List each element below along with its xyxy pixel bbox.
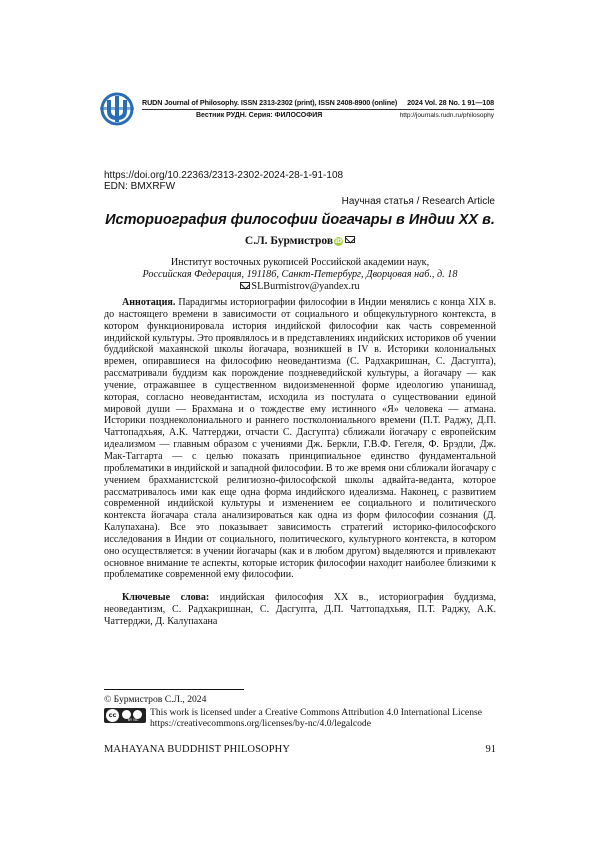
journal-url[interactable]: http://journals.rudn.ru/philosophy: [399, 112, 494, 119]
email-icon: [240, 282, 250, 289]
author-name: С.Л. Бурмистров: [244, 235, 334, 247]
affiliation-email-line: [0, 281, 600, 292]
journal-title-ru: Вестник РУДН. Серия: ФИЛОСОФИЯ: [196, 112, 323, 119]
journal-issn: RUDN Journal of Philosophy. ISSN 2313-2302 (print), ISSN 2408-8900 (online): [142, 98, 398, 107]
journal-subheader: [196, 112, 494, 119]
keywords: [104, 592, 496, 628]
license-text: This work is licensed under a Creative Commons Attribution 4.0 International License: [150, 707, 482, 718]
article-title: Историография философии йогачары в Индии XX в.: [105, 212, 495, 228]
abstract: [104, 297, 496, 581]
keywords-text: индийская философия XX в., историография буддизма, неоведантизм, С. Радхакришнан, С. Дасгупта, Д.П. Чаттопадхьяя, П.Т. Раджу, А.К. Чаттерджи, Д. Калупахана: [104, 592, 496, 627]
author-line: [0, 235, 600, 247]
affiliation-address: Российская Федерация, 191186, Санкт-Петербург, Дворцовая наб., д. 18: [142, 269, 458, 280]
author-email[interactable]: SLBurmistrov@yandex.ru: [251, 281, 360, 292]
keywords-label: Ключевые слова:: [122, 592, 210, 603]
abstract-label: Аннотация.: [122, 297, 176, 308]
article-type: Научная статья / Research Article: [341, 196, 495, 207]
journal-header-line: [142, 98, 494, 110]
running-title: MAHAYANA BUDDHIST PHILOSOPHY: [104, 744, 290, 755]
cc-badge-text: BY NC: [127, 718, 139, 722]
page-number: 91: [485, 744, 496, 755]
orcid-icon[interactable]: iD: [335, 238, 343, 245]
license-url[interactable]: https://creativecommons.org/licenses/by-nc/4.0/legalcode: [150, 718, 371, 729]
cc-badge: cc: [106, 709, 119, 722]
copyright: © Бурмистров С.Л., 2024: [104, 694, 207, 705]
cc-license-icon[interactable]: [104, 708, 146, 723]
doi-link[interactable]: https://doi.org/10.22363/2313-2302-2024-28-1-91-108: [104, 170, 344, 181]
email-icon[interactable]: [345, 236, 355, 243]
journal-logo: [100, 92, 134, 126]
abstract-text: Парадигмы историографии философии в Индии менялись с конца XIX в. до настоящего времени в зависимости от социального и общекультурного контекста, в котором функционировала история индийской философии как часть современной индийской культуры. Это проявлялось и в представлениях индийских историков об учении буддийской махаянской школы йогачара, возникшей в IV в. Историки колониальных времен, опиравшиеся на философию неоведантизма (С. Радхакришнан, С. Дасгупта), рассматривали буддизм как порождение поздневедийской культуры, а йогачару — как учение, отражавшее в существенном видоизмененной форме идеологию упанишад, которая, согласно неоведантистам, исходила из постулата о существовании единой мировой души — Брахмана и о тождестве ему истинного «Я» человека — атмана. Историки позднеколониального и раннего постколониального времени (П.Т. Раджу, Д.П. Чаттопадхьяя, А.К. Чаттерджи, отчасти С. Дасгупта) сближали йогачару с европейским идеализмом — главным образом с учениями Дж. Беркли, Г.В.Ф. Гегеля, Ф. Брэдли, Дж. Мак-Таггарта — с целью показать принципиальное единство фундаментальной проблематики в индийской и западной философии. В то же время они сближали йогачару с учением брахманистской религиозно-философской школы адвайта-веданта, которое рассматривалось ими как еще одна форма индийского идеализма. Наконец, с развитием современной индийской культуры и изменением ее социального и политического контекста йогачара стала анализироваться как одна из форм философии сознания (Д. Калупахана). Все это показывает зависимость стратегий историко-философского исследования в Индии от социального, политического, культурного контекста, в котором оно осуществляется: в учении йогачары (как и в любом другом) выделяются и привлекают основное внимание те аспекты, которые историк философии находит наиболее близкими к проблематике современной ему философии.: [104, 297, 496, 581]
edn-code: EDN: BMXRFW: [104, 181, 176, 192]
affiliation-institute: Институт восточных рукописей Российской академии наук,: [170, 257, 430, 268]
footnote-divider: [104, 689, 244, 690]
journal-issue: 2024 Vol. 28 No. 1 91—108: [407, 98, 494, 107]
